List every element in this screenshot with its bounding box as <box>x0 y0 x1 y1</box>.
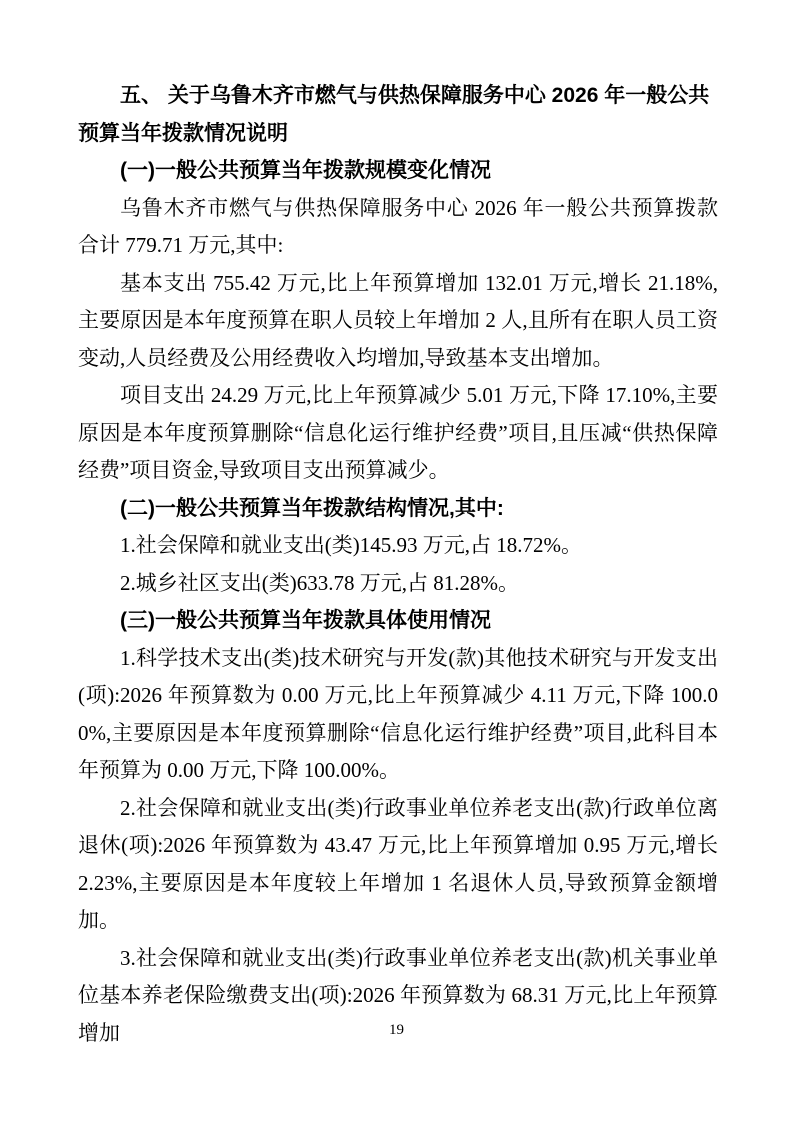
paragraph-basic-expense: 基本支出 755.42 万元,比上年预算增加 132.01 万元,增长 21.18%,主要原因是本年度预算在职人员较上年增加 2 人,且所有在职人员工资变动,人员经费及公用经费收入均增加,导致基本支出增加。 <box>78 270 718 370</box>
paragraph-item-1-science-tech: 1.科学技术支出(类)技术研究与开发(款)其他技术研究与开发支出(项):2026 年预算数为 0.00 万元,比上年预算减少 4.11 万元,下降 100.00%,主要原因是本年度预算删除“信息化运行维护经费”项目,此科目本年预算为 0.00 万元,下降 100.00%。 <box>78 645 718 782</box>
sub-heading-structure: (二)一般公共预算当年拨款结构情况,其中: <box>120 496 504 520</box>
sub-heading-scale-change: (一)一般公共预算当年拨款规模变化情况 <box>120 159 491 182</box>
paragraph-project-expense: 项目支出 24.29 万元,比上年预算减少 5.01 万元,下降 17.10%,主要原因是本年度预算删除“信息化运行维护经费”项目,且压减“供热保障经费”项目资金,导致项目支出预算减少。 <box>78 383 718 482</box>
page-number: 19 <box>389 1022 404 1038</box>
sub-heading-specific-use: (三)一般公共预算当年拨款具体使用情况 <box>120 609 491 632</box>
paragraph-urban-rural-share: 2.城乡社区支出(类)633.78 万元,占 81.28%。 <box>120 570 519 595</box>
section-title: 五、 关于乌鲁木齐市燃气与供热保障服务中心 2026 年一般公共预算当年拨款情况说明 <box>78 84 710 145</box>
paragraph-item-3-pension: 3.社会保障和就业支出(类)行政事业单位养老支出(款)机关事业单位基本养老保险缴费支出(项):2026 年预算数为 68.31 万元,比上年预算增加 <box>78 945 718 1045</box>
paragraph-total-budget: 乌鲁木齐市燃气与供热保障服务中心 2026 年一般公共预算拨款合计 779.71 万元,其中: <box>78 195 718 257</box>
paragraph-item-2-retirement: 2.社会保障和就业支出(类)行政事业单位养老支出(款)行政单位离退休(项):2026 年预算数为 43.47 万元,比上年预算增加 0.95 万元,增长 2.23%,主要原因是本年度较上年增加 1 名退休人员,导致预算金额增加。 <box>78 795 718 932</box>
paragraph-social-security-share: 1.社会保障和就业支出(类)145.93 万元,占 18.72%。 <box>120 533 582 557</box>
